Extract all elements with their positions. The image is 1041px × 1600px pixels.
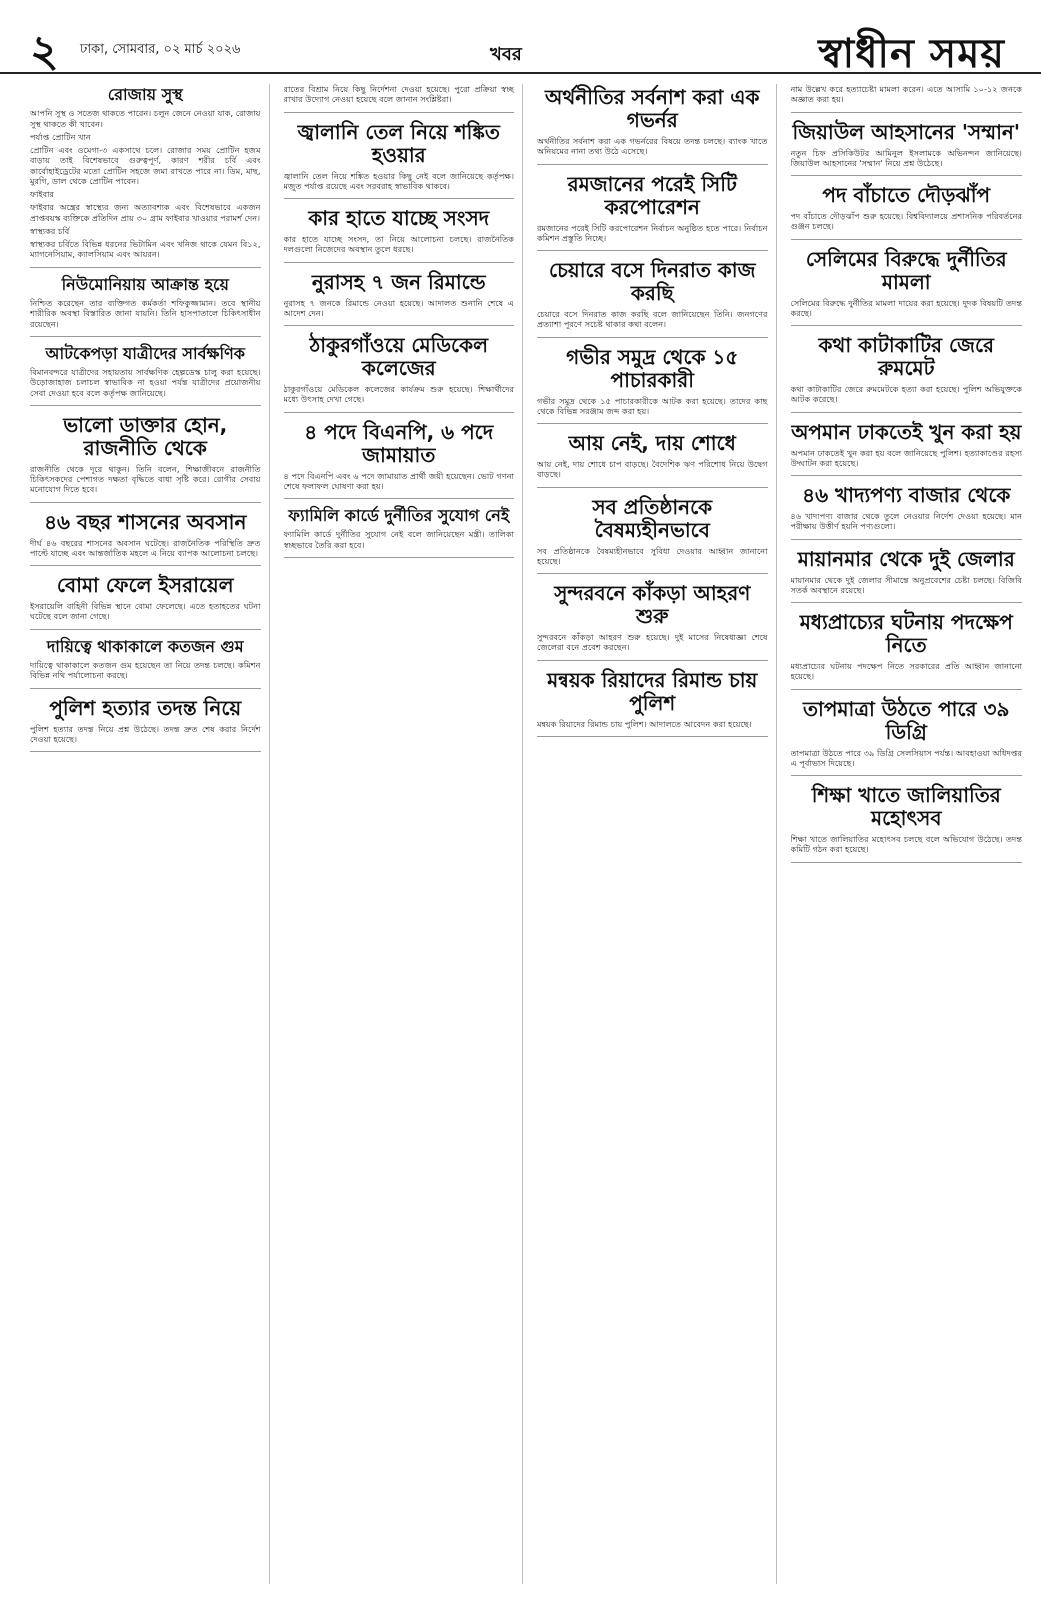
news-story: [791, 484, 1023, 540]
story-paragraph: তাপমাত্রা উঠতে পারে ৩৯ ডিগ্রি সেলসিয়াস পর্যন্ত। আবহাওয়া অধিদপ্তর এ পূর্বাভাস দিয়েছে।: [790, 747, 1022, 768]
news-story: [537, 582, 768, 661]
story-headline: ভালো ডাক্তার হোন, রাজনীতি থেকে: [63, 412, 228, 460]
story-headline: পুলিশ হত্যার তদন্ত নিয়ে: [49, 695, 242, 720]
news-story: [537, 669, 768, 737]
news-story: [30, 86, 261, 268]
story-paragraph: রাতের বিশ্রাম নিয়ে কিছু নির্দেশনা দেওয়া হয়েছে। পুরো প্রক্রিয়া স্বচ্ছ রাখার উদ্যোগ নেওয়া হয়েছে বলে জানান সংশ্লিষ্টরা।: [283, 84, 514, 105]
story-paragraph: প্রোটিন এবং ওমেগা-৩ একসাথে চলে। রোজার সময় প্রোটিন হজম বাড়ায় তাই বিশেষভাবে গুরুত্বপূর্ণ, কারণ শরীর চর্বি এবং কার্বোহাইড্রেটের মতো প্রোটিন সহজে জমা রাখতে পারে না। ডিম, মাছ, মুরগি, ডাল থেকে প্রোটিন পাবেন।: [30, 145, 261, 186]
news-story: [30, 574, 261, 630]
story-paragraph: কথা কাটাকাটির জেরে রুমমেটকে হত্যা করা হয়েছে। পুলিশ অভিযুক্তকে আটক করেছে।: [790, 384, 1022, 405]
story-paragraph: সেলিমের বিরুদ্ধে দুর্নীতির মামলা দায়ের করা হয়েছে। দুদক বিষয়টি তদন্ত করছে।: [790, 297, 1022, 318]
story-headline: ফ্যামিলি কার্ডে দুর্নীতির সুযোগ নেই: [288, 506, 510, 525]
column-3: [537, 84, 777, 1584]
story-headline: মায়ানমার থেকে দুই জেলার: [797, 546, 1015, 571]
story-headline: কার হাতে যাচ্ছে সংসদ: [308, 206, 490, 230]
story-paragraph: সব প্রতিষ্ঠানকে বৈষম্যহীনভাবে সুবিধা দেওয়ার আহ্বান জানানো হয়েছে।: [537, 545, 768, 566]
news-story: [284, 507, 515, 558]
news-story: [284, 84, 515, 113]
news-story: [30, 697, 261, 753]
story-headline: বোমা ফেলে ইসরায়েল: [56, 573, 234, 598]
news-story: [30, 511, 261, 567]
news-story: [791, 84, 1023, 113]
story-headline: আয় নেই, দায় শোধে: [568, 431, 736, 455]
news-story: [791, 548, 1023, 604]
story-paragraph: নিশ্চিত করেছেন তার ব্যক্তিগত কর্মকর্তা শফিকুজ্জামান। তবে স্থানীয় শারীরিক অবস্থা বিস্তারিত জানা যায়নি। তিনি হাসপাতালে চিকিৎসাধীন রয়েছেন।: [30, 298, 261, 329]
story-paragraph: ফাইবার: [30, 189, 55, 200]
story-headline: ৪ পদে বিএনপি, ৬ পদে জামায়াত: [304, 419, 494, 467]
story-headline: তাপমাত্রা উঠতে পারে ৩৯ ডিগ্রি: [803, 696, 1010, 744]
story-paragraph: ৪ পদে বিএনপি এবং ৬ পদে জামায়াত প্রার্থী জয়ী হয়েছেন। ভোট গণনা শেষে ফলাফল ঘোষণা করা হয়।: [283, 470, 514, 491]
story-paragraph: আপনি সুস্থ ও সতেজ থাকতে পারেন। চলুন জেনে নেওয়া যাক, রোজায় সুস্থ থাকতে কী খাবেন।: [30, 108, 261, 129]
story-paragraph: মধ্যপ্রাচ্যের ঘটনায় পদক্ষেপ নিতে সরকারের প্রতি আহ্বান জানানো হয়েছে।: [790, 661, 1022, 682]
story-paragraph: কার হাতে যাচ্ছে সংসদ, তা নিয়ে আলোচনা চলছে। রাজনৈতিক দলগুলো নিজেদের অবস্থান তুলে ধরছে।: [283, 234, 514, 255]
news-story: [537, 173, 768, 252]
story-headline: চেয়ারে বসে দিনরাত কাজ করছি: [549, 258, 756, 305]
story-paragraph: জ্বালানি তেল নিয়ে শঙ্কিত হওয়ার কিছু নেই বলে জানিয়েছে কর্তৃপক্ষ। মজুত পর্যাপ্ত রয়েছে এবং সরবরাহ স্বাভাবিক থাকবে।: [283, 170, 514, 191]
news-story: [791, 121, 1023, 177]
story-paragraph: নুরাসহ ৭ জনকে রিমান্ডে নেওয়া হয়েছে। আদালত শুনানি শেষে এ আদেশ দেন।: [283, 297, 514, 318]
section-title: খবর: [490, 44, 522, 65]
story-paragraph: স্বাস্থ্যকর চর্বি: [30, 225, 70, 236]
column-1: [30, 84, 270, 1584]
page-number: ২: [30, 26, 59, 77]
story-headline: ঠাকুরগাঁওয়ে মেডিকেল কলেজের: [309, 333, 488, 380]
story-paragraph: রাজনীতি থেকে দূরে থাকুন। তিনি বলেন, শিক্ষাজীবনে রাজনীতি চিকিৎসকদের পেশাগত দক্ষতা বৃদ্ধিতে বাধা সৃষ্টি করে। রোগীর সেবায় মনোযোগ দিতে হবে।: [30, 463, 261, 495]
story-headline: কথা কাটাকাটির জেরে রুমমেট: [818, 333, 995, 380]
story-headline: সেলিমের বিরুদ্ধে দুর্নীতির মামলা: [805, 246, 1007, 294]
news-story: [791, 248, 1023, 327]
story-headline: জিয়াউল আহসানের 'সম্মান': [792, 119, 1020, 144]
story-headline: ৪৬ বছর শাসনের অবসান: [44, 509, 247, 534]
news-story: [30, 638, 261, 689]
news-story: [791, 421, 1023, 477]
news-story: [791, 698, 1023, 777]
news-story: [284, 271, 515, 327]
story-headline: অর্থনীতির সর্বনাশ করা এক গভর্নর: [545, 85, 760, 132]
story-paragraph: শিক্ষা খাতে জালিয়াতির মহোৎসব চলছে বলে অভিযোগ উঠেছে। তদন্ত কমিটি গঠন করা হয়েছে।: [790, 834, 1022, 855]
news-story: [537, 259, 768, 338]
article-columns: [30, 84, 1030, 1584]
news-story: [791, 334, 1023, 413]
news-story: [791, 784, 1023, 863]
news-story: [30, 345, 261, 406]
story-headline: শিক্ষা খাতে জালিয়াতির মহোৎসব: [811, 783, 1001, 830]
story-paragraph: নাম উল্লেখ করে হত্যাচেষ্টা মামলা করেন। এতে আসামি ১০-১২ জনকে অজ্ঞাত করা হয়।: [790, 84, 1022, 105]
story-headline: পদ বাঁচাতে দৌড়ঝাঁপ: [822, 183, 991, 207]
story-headline: রোজায় সুস্থ: [107, 85, 183, 104]
story-paragraph: আয় নেই, দায় শোধে চাপ বাড়ছে। বৈদেশিক ঋণ পরিশোধ নিয়ে উদ্বেগ বাড়ছে।: [537, 459, 768, 480]
story-paragraph: নতুন চিফ প্রসিকিউটর আমিনুল ইসলামকে অভিনন্দন জানিয়েছে। জিয়াউল আহসানের 'সম্মান' নিয়ে প্রশ্ন উঠেছে।: [790, 147, 1022, 168]
dateline: ঢাকা, সোমবার, ০২ মার্চ ২০২৬: [80, 42, 241, 57]
column-4: [791, 84, 1031, 1584]
story-paragraph: অপমান ঢাকতেই খুন করা হয় বলে জানিয়েছে পুলিশ। হত্যাকাণ্ডের রহস্য উদ্ঘাটন করা হয়েছে।: [790, 447, 1022, 468]
story-paragraph: পুলিশ হত্যার তদন্ত নিয়ে প্রশ্ন উঠেছে। তদন্ত দ্রুত শেষ করার নির্দেশ দেওয়া হয়েছে।: [30, 723, 261, 744]
masthead: [0, 0, 1041, 77]
story-headline: অপমান ঢাকতেই খুন করা হয়: [791, 419, 1022, 444]
story-paragraph: ঠাকুরগাঁওয়ে মেডিকেল কলেজের কার্যক্রম শুরু হয়েছে। শিক্ষার্থীদের মধ্যে উৎসাহ দেখা গেছে।: [283, 384, 514, 405]
news-story: [30, 414, 261, 503]
story-headline: রমজানের পরেই সিটি করপোরেশন: [567, 171, 737, 219]
story-headline: নুরাসহ ৭ জন রিমান্ডে: [311, 269, 486, 294]
story-headline: মধ্যপ্রাচ্যের ঘটনায় পদক্ষেপ নিতে: [799, 610, 1013, 657]
story-paragraph: গভীর সমুদ্র থেকে ১৫ পাচারকারীকে আটক করা হয়েছে। তাদের কাছ থেকে বিভিন্ন সরঞ্জাম জব্দ করা হয়।: [537, 395, 768, 416]
story-paragraph: পদ বাঁচাতে দৌড়ঝাঁপ শুরু হয়েছে। বিশ্ববিদ্যালয়ে প্রশাসনিক পরিবর্তনের গুঞ্জন চলছে।: [790, 211, 1022, 232]
newspaper-logo: স্বাধীন সময়: [818, 30, 1005, 77]
story-paragraph: ফাইবার অন্ত্রের স্বাস্থ্যের জন্য অত্যাবশ্যক এবং বিশেষভাবে একজন প্রাপ্তবয়স্ক ব্যক্তিকে প্রতিদিন প্রায় ৩০ গ্রাম ফাইবার খাওয়ার পরামর্শ দেন।: [30, 202, 261, 223]
column-2: [284, 84, 524, 1584]
story-paragraph: ফ্যামিলি কার্ডে দুর্নীতির সুযোগ নেই বলে জানিয়েছেন মন্ত্রী। তালিকা স্বচ্ছভাবে তৈরি করা হবে।: [283, 529, 514, 550]
story-headline: মন্বয়ক রিয়াদের রিমান্ড চায় পুলিশ: [547, 667, 758, 715]
story-paragraph: স্বাস্থ্যকর চর্বিতে বিভিন্ন ধরনের ভিটামিন এবং খনিজ থাকে যেমন বি১২, ম্যাগনেসিয়াম, ক্যালসিয়াম এবং আয়রন।: [30, 239, 261, 260]
story-headline: সব প্রতিষ্ঠানকে বৈষম্যহীনভাবে: [592, 494, 713, 542]
story-paragraph: অর্থনীতির সর্বনাশ করা এক গভর্নরের বিষয়ে তদন্ত চলছে। ব্যাংক খাতে অনিয়মের নানা তথ্য উঠে এসেছে।: [537, 136, 768, 157]
news-story: [30, 276, 261, 337]
story-paragraph: বিমানবন্দরে যাত্রীদের সহায়তায় সার্বক্ষণিক হেল্পডেস্ক চালু করা হয়েছে। উড়োজাহাজ চলাচল স্বাভাবিক না হওয়া পর্যন্ত যাত্রীদের প্রয়োজনীয় সেবা দেওয়া হবে বলে কর্তৃপক্ষ জানিয়েছে।: [30, 367, 261, 398]
news-story: [537, 496, 768, 575]
story-paragraph: মন্বয়ক রিয়াদের রিমান্ড চায় পুলিশ। আদালতে আবেদন করা হয়েছে।: [537, 718, 752, 729]
story-headline: দায়িত্বে থাকাকালে কতজন গুম: [46, 636, 244, 656]
story-paragraph: ইসরায়েলি বাহিনী বিভিন্ন স্থানে বোমা ফেলেছে। এতে হতাহতের ঘটনা ঘটেছে বলে জানা গেছে।: [30, 601, 261, 622]
story-paragraph: দায়িত্বে থাকাকালে কতজন গুম হয়েছেন তা নিয়ে তদন্ত চলছে। কমিশন বিভিন্ন নথি পর্যালোচনা করছে।: [30, 660, 261, 681]
news-story: [537, 86, 768, 165]
news-story: [284, 334, 515, 413]
news-story: [791, 184, 1023, 240]
news-story: [284, 121, 515, 200]
story-paragraph: চেয়ারে বসে দিনরাত কাজ করছি বলে জানিয়েছেন তিনি। জনগণের প্রত্যাশা পূরণে সচেষ্ট থাকার কথা বলেন।: [537, 309, 768, 330]
news-story: [791, 611, 1023, 690]
story-paragraph: পর্যাপ্ত প্রোটিন খান: [30, 131, 91, 142]
news-story: [284, 207, 515, 263]
story-headline: গভীর সমুদ্র থেকে ১৫ পাচারকারী: [566, 344, 739, 392]
story-paragraph: ৪৬ খাদ্যপণ্য বাজার থেকে তুলে নেওয়ার নির্দেশ দেওয়া হয়েছে। মান পরীক্ষায় উত্তীর্ণ হয়নি পণ্যগুলো।: [790, 511, 1022, 532]
story-paragraph: রমজানের পরেই সিটি করপোরেশন নির্বাচন অনুষ্ঠিত হতে পারে। নির্বাচন কমিশন প্রস্তুতি নিচ্ছে।: [537, 222, 768, 243]
news-story: [537, 432, 768, 488]
story-paragraph: দীর্ঘ ৪৬ বছরের শাসনের অবসান ঘটেছে। রাজনৈতিক পরিস্থিতি দ্রুত পাল্টে যাচ্ছে এবং আন্তর্জাতিক মহলে এ নিয়ে ব্যাপক আলোচনা চলছে।: [30, 537, 261, 558]
story-headline: জ্বালানি তেল নিয়ে শঙ্কিত হওয়ার: [297, 119, 500, 167]
news-story: [284, 421, 515, 500]
story-headline: সুন্দরবনে কাঁকড়া আহরণ শুরু: [554, 581, 751, 628]
story-headline: আটকেপড়া যাত্রীদের সার্বক্ষণিক: [45, 343, 245, 363]
story-paragraph: সুন্দরবনে কাঁকড়া আহরণ শুরু হয়েছে। দুই মাসের নিষেধাজ্ঞা শেষে জেলেরা বনে প্রবেশ করছেন।: [537, 632, 768, 653]
story-paragraph: মায়ানমার থেকে দুই জেলার সীমান্তে অনুপ্রবেশের চেষ্টা চলছে। বিজিবি সতর্ক অবস্থানে রয়েছে।: [790, 574, 1022, 595]
story-headline: ৪৬ খাদ্যপণ্য বাজার থেকে: [802, 483, 1011, 507]
story-headline: নিউমোনিয়ায় আক্রান্ত হয়ে: [61, 274, 229, 294]
news-story: [537, 346, 768, 425]
